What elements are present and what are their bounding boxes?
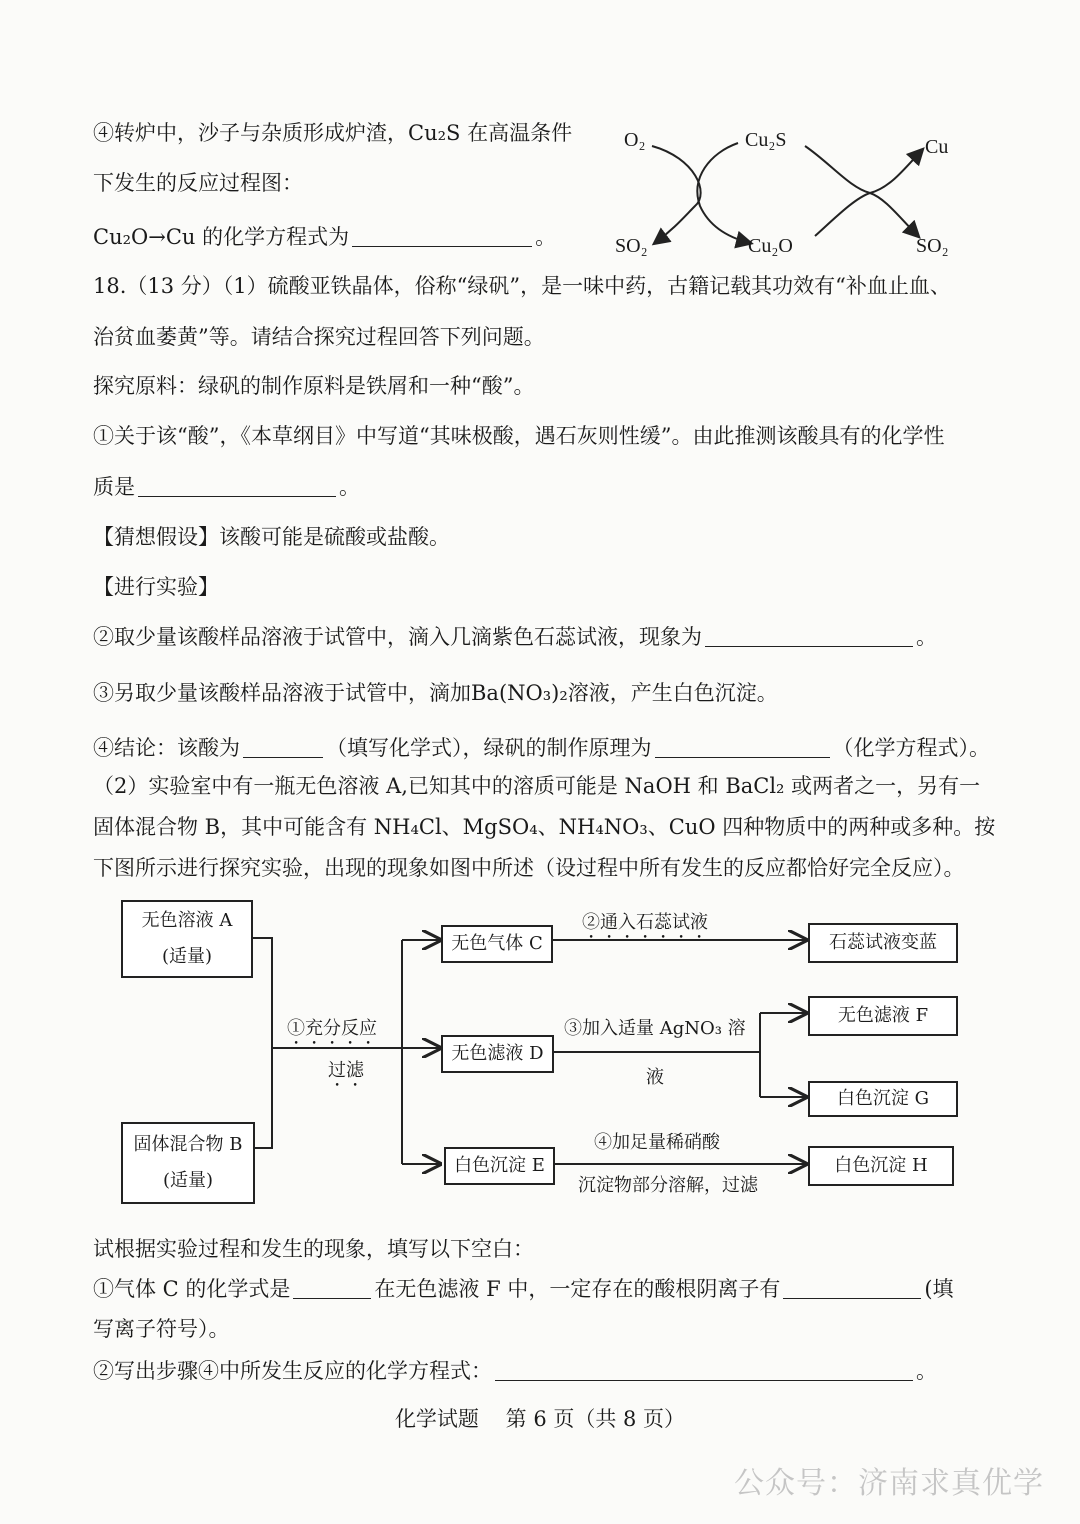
- text: ③另取少量该酸样品溶液于试管中，滴加: [93, 681, 471, 705]
- text-line: [93, 1356, 937, 1386]
- box-solid-mixture-b: [121, 1122, 255, 1204]
- box-label: 无色滤液 F: [837, 1005, 929, 1026]
- page-footer: 化学试题 第 6 页（共 8 页）: [394, 1407, 686, 1431]
- text-line: [93, 1274, 954, 1304]
- text: ④结论：该酸为: [93, 736, 240, 760]
- text-line: 治贫血萎黄”等。请结合探究过程回答下列问题。: [93, 325, 545, 349]
- box-filtrate-d: [441, 1035, 554, 1073]
- text-line: 探究原料：绿矾的制作原料是铁屑和一种“酸”。: [93, 374, 535, 398]
- so2-right-label: SO₂: [916, 235, 949, 257]
- answer-blank[interactable]: [783, 1276, 921, 1299]
- box-label: (适量): [161, 946, 213, 967]
- text: 。: [535, 225, 557, 249]
- box-label: 白色沉淀 H: [834, 1155, 928, 1176]
- text: (填: [924, 1277, 954, 1301]
- formula: Ba(NO₃)₂: [471, 681, 568, 705]
- cu-label: Cu: [925, 136, 949, 158]
- box-label: 固体混合物 B: [133, 1134, 243, 1155]
- text: Cu₂O→Cu 的化学方程式为: [93, 225, 350, 249]
- text: 溶液，产生白色沉淀。: [567, 681, 778, 705]
- box-label: 白色沉淀 G: [836, 1088, 930, 1109]
- step3-label: ③加入适量 AgNO₃ 溶: [564, 1018, 746, 1039]
- text: （填写化学式），绿矾的制作原理为: [326, 736, 652, 760]
- step4-result-label: 沉淀物部分溶解，过滤: [578, 1175, 758, 1196]
- connector: [250, 938, 272, 1148]
- box-litmus-blue: [808, 923, 958, 963]
- text: 在无色滤液 F 中，一定存在的酸根阴离子有: [374, 1277, 781, 1301]
- cu2s-label: Cu₂S: [745, 129, 787, 151]
- text-line: 18.（13 分）（1）硫酸亚铁晶体，俗称“绿矾”，是一味中药，古籍记载其功效有“补血止血、: [93, 274, 951, 298]
- cu2o-label: Cu₂O: [748, 235, 793, 257]
- box-label: 无色滤液 D: [451, 1043, 544, 1064]
- text: ②写出步骤④中所发生反应的化学方程式：: [93, 1359, 492, 1383]
- text-line: 固体混合物 B，其中可能含有 NH₄Cl、MgSO₄、NH₄NO₃、CuO 四种物质中的两种或多种。按: [93, 815, 996, 839]
- box-precipitate-h: [808, 1146, 954, 1186]
- answer-blank[interactable]: [293, 1276, 371, 1299]
- text-line: 写离子符号）。: [93, 1317, 230, 1341]
- step2-label: ②通入石蕊试液: [582, 912, 708, 933]
- text: 。: [916, 1359, 937, 1383]
- step3-label-cont: 液: [646, 1067, 664, 1088]
- text: ①气体 C 的化学式是: [93, 1277, 291, 1301]
- text-line: ④转炉中，沙子与杂质形成炉渣，Cu₂S 在高温条件: [93, 121, 573, 145]
- text-line: 试根据实验过程和发生的现象，填写以下空白：: [93, 1237, 534, 1261]
- text: ②取少量该酸样品溶液于试管中，滴入几滴紫色石蕊试液，现象为: [93, 625, 702, 649]
- step1-label: ①充分反应: [287, 1018, 377, 1039]
- answer-blank[interactable]: [495, 1358, 913, 1381]
- o2-label: O₂: [624, 129, 646, 151]
- box-solution-a: [121, 900, 253, 978]
- box-filtrate-f: [808, 996, 958, 1036]
- text-line: 下图所示进行探究实验，出现的现象如图中所述（设过程中所有发生的反应都恰好完全反应）。: [93, 856, 965, 880]
- text-line: 【猜想假设】该酸可能是硫酸或盐酸。: [93, 525, 450, 549]
- text-line: 下发生的反应过程图：: [93, 171, 303, 195]
- text: 。: [916, 625, 937, 649]
- text-line: （2）实验室中有一瓶无色溶液 A,已知其中的溶质可能是 NaOH 和 BaCl₂ 或两者之一，另有一: [93, 774, 981, 798]
- filter-label: 过滤: [328, 1060, 364, 1081]
- so2-left-label: SO₂: [615, 235, 648, 257]
- watermark: 公众号：济南求真优学: [734, 1466, 1044, 1501]
- text-line: 【进行实验】: [93, 575, 219, 599]
- box-label: 白色沉淀 E: [454, 1155, 545, 1176]
- box-label: 石蕊试液变蓝: [829, 932, 937, 953]
- step4-label: ④加足量稀硝酸: [594, 1132, 720, 1153]
- box-gas-c: [441, 925, 553, 963]
- text: 。: [339, 475, 360, 499]
- box-precipitate-g: [808, 1081, 958, 1117]
- box-precipitate-e: [444, 1147, 555, 1185]
- box-label: 无色气体 C: [451, 933, 543, 954]
- box-label: (适量): [162, 1170, 214, 1191]
- text: （化学方程式）。: [832, 736, 990, 760]
- text-line: ①关于该“酸”，《本草纲目》中写道“其味极酸，遇石灰则性缓”。由此推测该酸具有的化学性: [93, 424, 945, 448]
- text: 质是: [93, 475, 135, 499]
- box-label: 无色溶液 A: [141, 910, 233, 931]
